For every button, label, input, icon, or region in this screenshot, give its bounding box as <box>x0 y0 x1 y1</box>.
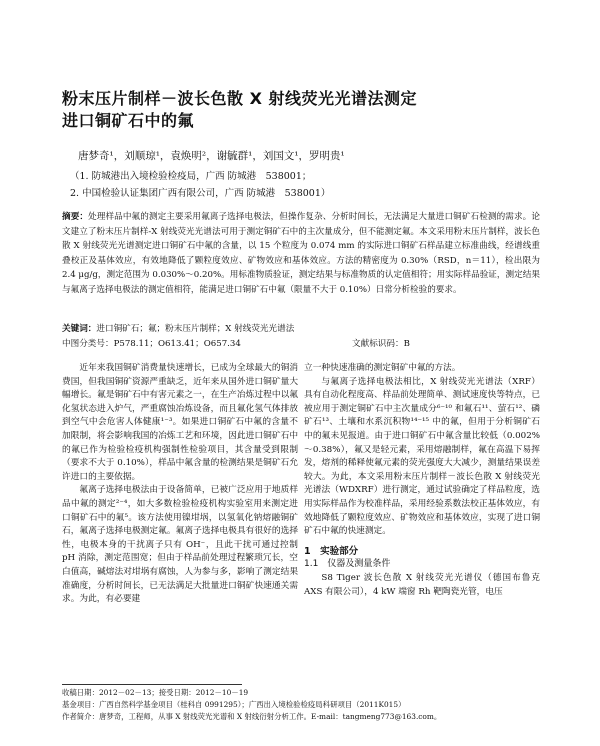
body-paragraph: 与氟离子选择电极法相比，X 射线荧光光谱法（XRF）具有自动化程度高、样品前处理简单、测试速度快等特点，已被应用于测定铜矿石中主次量成分⁶⁻¹⁰ 和氟石¹¹、萤石¹²、磷矿石¹³、土壤和水系沉积物¹⁴⁻¹⁵ 中的氟，但用于分析铜矿石中的氟未见报道。由于进口铜矿石中氟含量比较低（0.002%～0.38%），氟又是轻元素，采用熔融制样，氟在高温下易挥发，熔剂的稀释使氟元素的荧光强度大大减少，测量结果误差较大。为此，本文采用粉末压片制样－波长色散 X 射线荧光光谱法（WDXRF）进行测定，通过试验确定了样品粒度，选用实际样品作为校准样品，采用经验系数法校正基体效应，有效地降低了颗粒度效应、矿物效应和基体效应，实现了进口铜矿石中氟的快速测定。 <box>304 376 540 537</box>
footnote-fund: 基金项目：广西自然科学基金项目（桂科自 0991295）；广西出入境检验检疫局科研项目（2011K015） <box>62 700 406 709</box>
title-line-1: 粉末压片制样－波长色散 X 射线荧光光谱法测定 <box>62 89 417 108</box>
document-code: 文献标识码：B <box>352 339 410 349</box>
body-paragraph: S8 Tiger 波长色散 X 射线荧光光谱仪（德国布鲁克 AXS 有限公司），4 kW 端窗 Rh 靶陶瓷光管，电压 <box>304 572 540 597</box>
abstract <box>62 210 540 298</box>
footnote-author: 作者简介：唐梦奇，工程师，从事 X 射线荧光光谱和 X 射线衍射分析工作。E-mail：tangmeng773@163.com。 <box>62 712 442 721</box>
subsection-heading: 1.1 仪器及测量条件 <box>304 559 391 570</box>
left-column <box>62 362 298 607</box>
affiliation-2: 2. 中国检验认证集团广西有限公司，广西 防城港 538001） <box>70 188 331 199</box>
body-paragraph: 近年来我国铜矿消费量快速增长，已成为全球最大的铜消费国，但我国铜矿资源严重缺乏，近年来从国外进口铜矿量大幅增长。氟是铜矿石中有害元素之一，在生产冶炼过程中以氟化氢状态进入炉气，严重腐蚀冶炼设备，而且氟化氢气体排放到空气中会危害人体健康¹⁻³。如果进口铜矿石中氟的含量不加限制，将会影响我国的冶炼工艺和环境，因此进口铜矿石中的氟已作为检验检疫机构强制性检验项目，其含量受到限制（要求不大于 0.10%），样品中氟含量的检测结果是铜矿石允许进口的主要依据。 <box>62 363 298 482</box>
keywords-text: 进口铜矿石；氟；粉末压片制样；X 射线荧光光谱法 <box>96 324 295 334</box>
footnote-divider <box>62 684 242 685</box>
keywords-label: 关键词： <box>62 324 97 334</box>
footnote-received: 收稿日期：2012－02－13；接受日期：2012－10－19 <box>62 688 249 697</box>
body-paragraph: 氟离子选择电极法由于设备简单，已被广泛应用于地质样品中氟的测定²⁻⁴，如大多数检验检疫机构实验室用来测定进口铜矿石中的氟⁵。该方法使用镍坩埚，以氢氧化钠熔融铜矿石，氟离子选择电极测定氟。氟离子选择电极具有很好的选择性，电极本身的干扰离子只有 OH⁻，且此干扰可通过控制 pH 消除，测定范围宽；但由于样品前处理过程繁琐冗长，空白值高，碱熔法对坩埚有腐蚀，人为参与多，影响了测定结果准确度，分析时间长，已无法满足大批量进口铜矿快速通关需求。为此，有必要建 <box>62 485 298 605</box>
body-paragraph: 立一种快速准确的测定铜矿中氟的方法。 <box>304 363 461 373</box>
clc-number: 中图分类号：P578.11；O613.41；O657.34 <box>62 339 241 349</box>
section-heading: 1 实验部分 <box>304 545 359 557</box>
affiliation-1: （1. 防城港出入境检验检疫局，广西 防城港 538001； <box>70 171 312 182</box>
author-list: 唐梦奇¹，刘顺琼¹，袁焕明²，谢毓群¹，刘国文¹，罗明贵¹ <box>78 150 345 162</box>
abstract-label: 摘要： <box>62 212 89 222</box>
title-line-2: 进口铜矿石中的氟 <box>62 111 195 130</box>
classification-line <box>62 337 540 349</box>
abstract-text: 处理样品中氟的测定主要采用氟离子选择电极法，但操作复杂、分析时间长，无法满足大量进口铜矿石检测的需求。论文建立了粉末压片制样-X 射线荧光光谱法可用于测定铜矿石中的主次量成分，但不能测定氟。本文采用粉末压片制样，波长色散 X 射线荧光光谱测定进口铜矿石中氟的含量，以 15 个粒度为 0.074 mm 的实际进口铜矿石样品建立标准曲线，经谱线重叠校正及基体效应，有效地降低了颗粒度效应、矿物效应和基体效应。方法的精密度为 0.30%（RSD，n＝11），检出限为 2.4 μg/g，测定范围为 0.030%～0.20%。用标准物质验证，测定结果与标准物质的认定值相符；用实际样品验证，测定结果与氟离子选择电极法的测定值相符，能满足进口铜矿石中氟（限量不大于 0.10%）日常分析检验的要求。 <box>62 212 540 295</box>
paper-title <box>62 88 542 132</box>
right-column <box>304 362 540 599</box>
keywords <box>62 322 294 334</box>
